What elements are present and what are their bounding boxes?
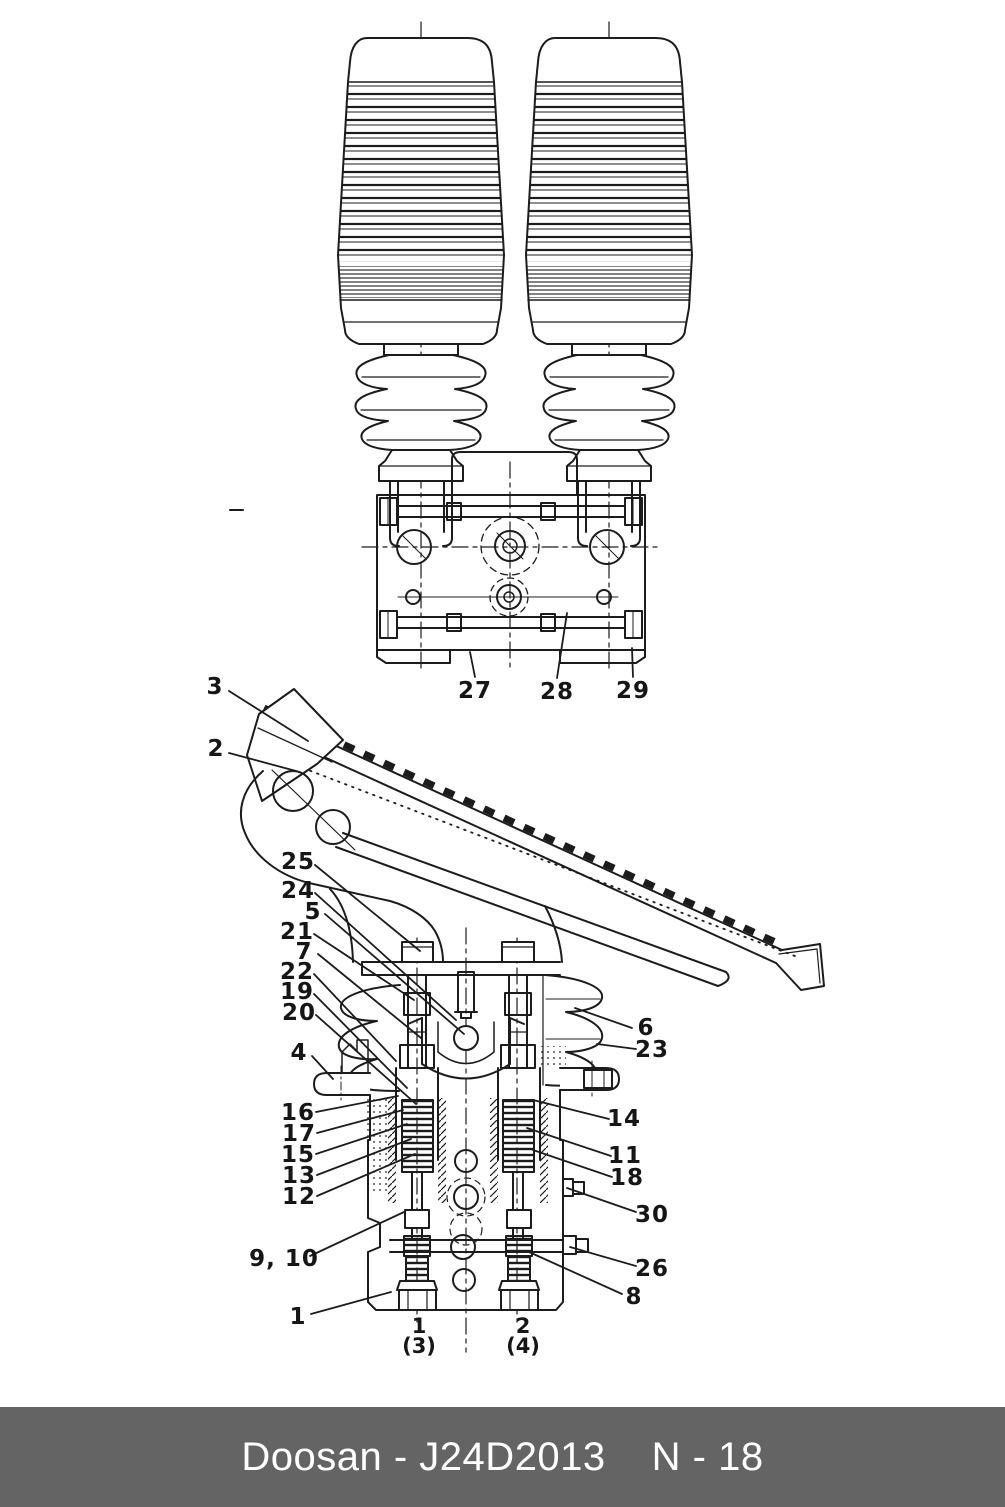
callout-24: 24 [280, 878, 316, 904]
port-sublabel-3: (3) [402, 1334, 436, 1358]
callout-21: 21 [279, 919, 315, 945]
callout-17: 17 [281, 1121, 317, 1147]
callout-29: 29 [615, 678, 651, 704]
joystick-assembly-drawing [230, 22, 692, 678]
port-label-1: 1 [411, 1314, 427, 1338]
footer-bar [0, 1407, 1005, 1507]
bottom-adjusters [397, 1256, 539, 1310]
callout-14: 14 [606, 1106, 642, 1132]
callout-4: 4 [290, 1040, 308, 1066]
callout-13: 13 [281, 1163, 317, 1189]
footer-page-number: N - 18 [651, 1434, 764, 1479]
valve-body-front-view [230, 452, 645, 663]
callout-9-10: 9, 10 [249, 1246, 319, 1272]
callout-3: 3 [206, 674, 224, 700]
callout-12: 12 [281, 1184, 317, 1210]
joystick-grip [338, 38, 504, 481]
pedal-plate [256, 708, 824, 990]
callout-8: 8 [625, 1284, 643, 1310]
callout-30: 30 [634, 1202, 670, 1228]
callout-25: 25 [280, 849, 316, 875]
callout-26: 26 [634, 1256, 670, 1282]
callout-18: 18 [609, 1165, 645, 1191]
callout-11: 11 [607, 1143, 643, 1169]
callout-27: 27 [457, 678, 493, 704]
callout-19: 19 [279, 979, 315, 1005]
callout-28: 28 [539, 679, 575, 705]
port-label-2: 2 [515, 1314, 531, 1338]
springs-and-spools [402, 1100, 534, 1240]
port-sublabel-4: (4) [506, 1334, 540, 1358]
callout-20: 20 [281, 1000, 317, 1026]
callout-6: 6 [637, 1015, 655, 1041]
callout-7: 7 [295, 939, 313, 965]
callout-23: 23 [634, 1037, 670, 1063]
valve-top-plate [362, 906, 562, 975]
callout-5: 5 [304, 899, 322, 925]
callout-22: 22 [279, 959, 315, 985]
pedal-lever-bracket [241, 770, 443, 962]
callout-1: 1 [289, 1304, 307, 1330]
callout-2: 2 [207, 736, 225, 762]
footer-model-code: Doosan - J24D2013 [241, 1434, 606, 1479]
callout-15: 15 [280, 1142, 316, 1168]
callout-16: 16 [280, 1100, 316, 1126]
